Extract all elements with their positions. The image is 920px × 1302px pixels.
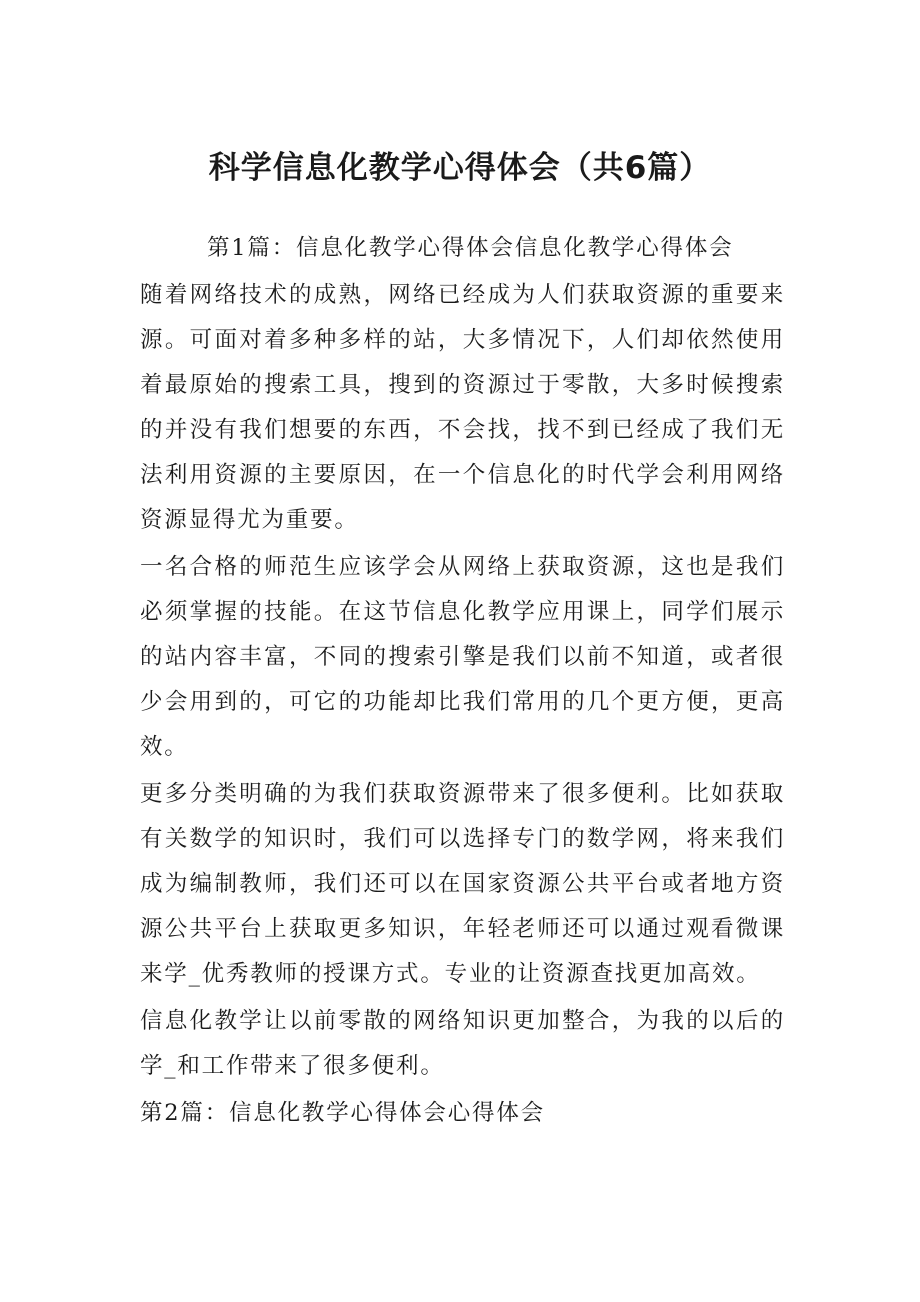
section-1-paragraph-3: 更多分类明确的为我们获取资源带来了很多便利。比如获取有关数学的知识时，我们可以选择专门的数学网，将来我们成为编制教师，我们还可以在国家资源公共平台或者地方资源公共平台上获取更多知识，年轻老师还可以通过观看微课来学_优秀教师的授课方式。专业的让资源查找更加高效。: [140, 781, 785, 987]
document-title: 科学信息化教学心得体会（共6篇）: [208, 150, 712, 186]
section-1-heading: 第1篇：信息化教学心得体会信息化教学心得体会: [207, 235, 734, 261]
section-1-paragraph-4: 信息化教学让以前零散的网络知识更加整合，为我的以后的学_和工作带来了很多便利。: [140, 1008, 785, 1079]
section-2-heading: 第2篇：信息化教学心得体会心得体会: [140, 1100, 545, 1126]
document-body: [140, 226, 785, 1136]
section-1-paragraph-2: 一名合格的师范生应该学会从网络上获取资源，这也是我们必须掌握的技能。在这节信息化教学应用课上，同学们展示的站内容丰富，不同的搜索引擎是我们以前不知道，或者很少会用到的，可它的功能却比我们常用的几个更方便，更高效。: [140, 554, 785, 760]
section-1-paragraph-1: 随着网络技术的成熟，网络已经成为人们获取资源的重要来源。可面对着多种多样的站，大多情况下，人们却依然使用着最原始的搜索工具，搜到的资源过于零散，大多时候搜索的并没有我们想要的东西，不会找，找不到已经成了我们无法利用资源的主要原因，在一个信息化的时代学会利用网络资源显得尤为重要。: [140, 282, 785, 533]
